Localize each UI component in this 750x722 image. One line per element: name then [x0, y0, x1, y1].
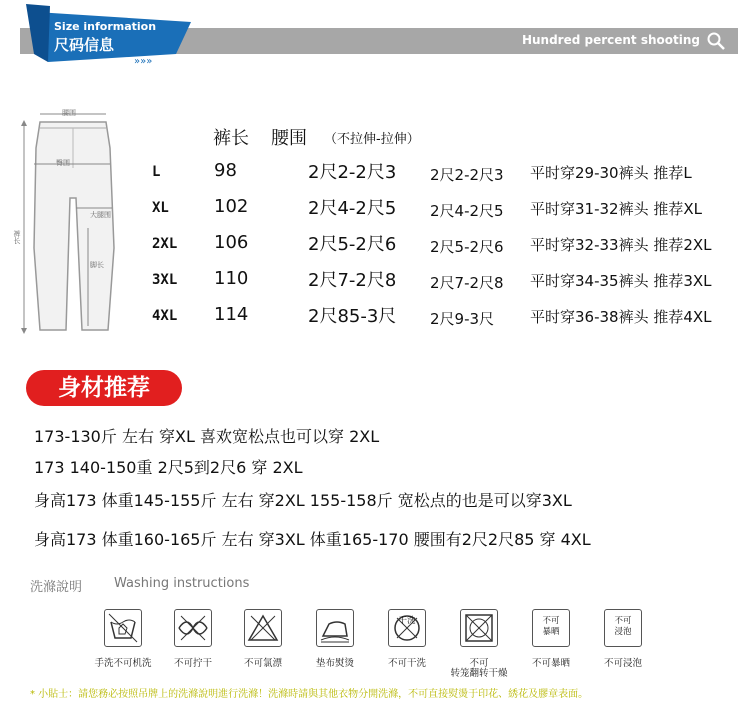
wash-label: 不可浸泡	[603, 658, 642, 669]
length-cell: 98	[214, 160, 237, 181]
wash-label: 不可暴晒	[531, 658, 570, 669]
waist-stretch-cell: 2尺7-2尺8	[430, 274, 504, 292]
washing-title-cn: 洗滌說明	[30, 580, 83, 595]
wash-item	[370, 609, 444, 669]
size-info-badge	[26, 4, 196, 66]
wash-item	[156, 609, 230, 669]
wash-icon-text: 不可 浸泡	[614, 616, 632, 637]
length-cell: 110	[214, 268, 249, 289]
wash-item	[86, 609, 160, 669]
recommend-cell: 平时穿29-30裤头 推荐L	[530, 164, 692, 182]
table-head-note: （不拉伸-拉伸）	[324, 132, 420, 147]
header-right-text: Hundred percent shooting	[521, 33, 700, 47]
svg-text:»»»: »»»	[134, 56, 153, 66]
recommend-line: 身高173 体重145-155斤 左右 穿2XL 155-158斤 宽松点的也是可以穿3XL	[34, 491, 572, 510]
recommend-line: 173-130斤 左右 穿XL 喜欢宽松点也可以穿 2XL	[34, 427, 380, 446]
diagram-hip-label: 臀围	[56, 159, 70, 167]
wash-item	[442, 609, 516, 679]
waist-cell: 2尺4-2尺5	[308, 198, 397, 219]
wash-label: 垫布熨烫	[315, 658, 354, 669]
recommend-title: 身材推荐	[26, 370, 182, 406]
badge-en: Size information	[54, 20, 157, 33]
waist-cell: 2尺85-3尺	[308, 306, 397, 327]
diagram-length-label: 裤长	[13, 230, 21, 244]
hand-wash-icon	[104, 609, 142, 647]
wash-item	[298, 609, 372, 669]
wash-item	[226, 609, 300, 669]
no-soak-icon	[604, 609, 642, 647]
diagram-top-label: 腰围	[62, 109, 76, 117]
washing-title-en: Washing instructions	[114, 576, 250, 591]
magnifier-icon	[706, 31, 726, 55]
size-cell: 3XL	[152, 272, 178, 288]
no-dryclean-icon	[388, 609, 426, 647]
wash-label: 手洗不可机洗	[94, 658, 152, 669]
table-row	[0, 160, 750, 190]
table-row	[0, 196, 750, 226]
waist-cell: 2尺5-2尺6	[308, 234, 397, 255]
waist-cell: 2尺2-2尺3	[308, 162, 397, 183]
wash-label: 不可 转笼翻转干燥	[450, 658, 508, 679]
recommend-line: 身高173 体重160-165斤 左右 穿3XL 体重165-170 腰围有2尺2尺85 穿 4XL	[34, 530, 591, 549]
wash-item	[586, 609, 660, 669]
waist-stretch-cell: 2尺2-2尺3	[430, 166, 504, 184]
iron-cloth-icon	[316, 609, 354, 647]
length-cell: 102	[214, 196, 249, 217]
waist-stretch-cell: 2尺9-3尺	[430, 310, 495, 328]
wash-item	[514, 609, 588, 669]
recommend-cell: 平时穿32-33裤头 推荐2XL	[530, 236, 712, 254]
recommend-cell: 平时穿31-32裤头 推荐XL	[530, 200, 702, 218]
no-bleach-icon	[244, 609, 282, 647]
table-row	[0, 232, 750, 262]
no-sun-icon	[532, 609, 570, 647]
no-wring-icon	[174, 609, 212, 647]
wash-icon-text: 不可 暴晒	[542, 616, 560, 637]
header-banner	[0, 0, 750, 82]
length-cell: 106	[214, 232, 249, 253]
recommend-cell: 平时穿36-38裤头 推荐4XL	[530, 308, 712, 326]
size-cell: 2XL	[152, 236, 178, 252]
no-tumble-icon	[460, 609, 498, 647]
diagram-leg-label: 脚长	[90, 261, 104, 269]
table-head-length: 裤长	[213, 128, 249, 149]
recommend-cell: 平时穿34-35裤头 推荐3XL	[530, 272, 712, 290]
size-cell: L	[152, 164, 161, 180]
size-cell: XL	[152, 200, 169, 216]
wash-label: 不可拧干	[173, 658, 212, 669]
washing-tip: * 小貼士：請您務必按照吊牌上的洗滌說明進行洗滌！洗滌時請與其他衣物分開洗滌，不可直接熨燙于印花、綉花及膠章表面。	[30, 689, 589, 700]
table-row	[0, 304, 750, 334]
badge-cn: 尺码信息	[54, 36, 115, 54]
recommend-line: 173 140-150重 2尺5到2尺6 穿 2XL	[34, 458, 303, 477]
diagram-thigh-label: 大腿围	[90, 211, 111, 219]
waist-stretch-cell: 2尺5-2尺6	[430, 238, 504, 256]
table-row	[0, 268, 750, 298]
waist-stretch-cell: 2尺4-2尺5	[430, 202, 504, 220]
wash-label: 不可干洗	[387, 658, 426, 669]
size-cell: 4XL	[152, 308, 178, 324]
wash-icon-text: 干洗	[398, 616, 416, 626]
length-cell: 114	[214, 304, 249, 325]
table-head-waist: 腰围	[271, 128, 307, 149]
waist-cell: 2尺7-2尺8	[308, 270, 397, 291]
wash-label: 不可氯漂	[243, 658, 282, 669]
